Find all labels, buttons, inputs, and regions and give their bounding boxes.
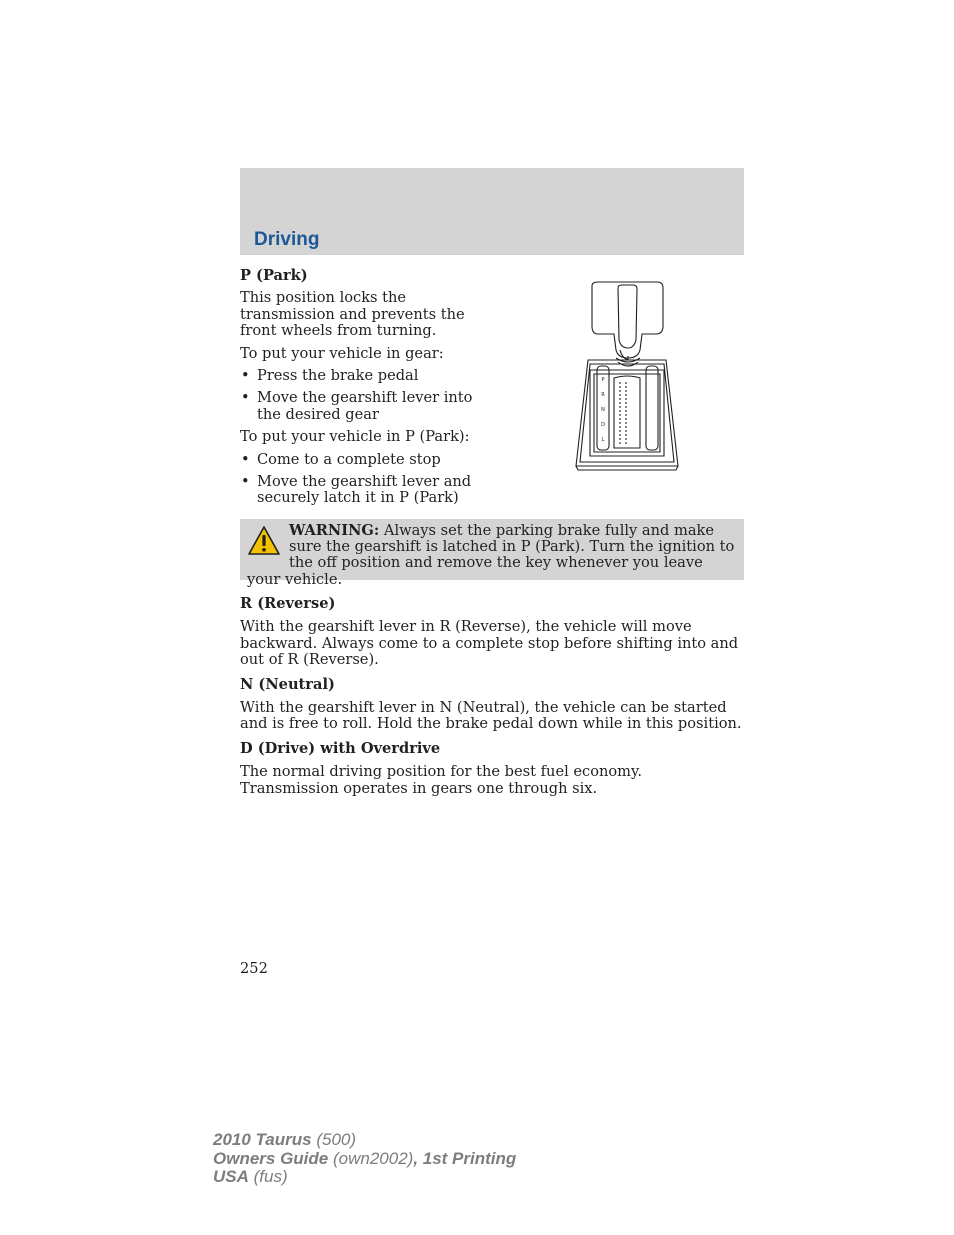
footer-guide: Owners Guide — [213, 1148, 329, 1168]
reverse-text: With the gearshift lever in R (Reverse), the vehicle will move backward. Always come to a complete stop before shifting into and out of R (Reverse). — [240, 618, 739, 669]
gear-step-1: • Press the brake pedal — [240, 368, 490, 384]
footer-region: USA — [213, 1167, 249, 1186]
gear-letter-l: L — [601, 437, 605, 443]
footer-printing: , 1st Printing — [413, 1148, 517, 1168]
gear-letter-n: N — [601, 407, 605, 413]
gear-letter-r: R — [601, 392, 605, 398]
warning-box — [240, 519, 744, 588]
gear-step-2: • Move the gearshift lever into the desired gear — [240, 390, 490, 423]
section-title: Driving — [254, 229, 320, 250]
park-section — [240, 268, 490, 507]
footer-model: 2010 Taurus — [213, 1130, 312, 1149]
neutral-heading: N (Neutral) — [240, 675, 335, 693]
gear-letter-d: D — [601, 422, 605, 428]
gear-letter-p: P — [601, 377, 605, 383]
gearshift-illustration — [570, 278, 685, 474]
warning-text: Always set the parking brake fully and make sure the gearshift is latched in P (Park). Turn the ignition to the off position and remove the key whenever you leave your vehicle. — [247, 522, 735, 588]
footer-region-code: (fus) — [253, 1167, 288, 1186]
park-heading: P (Park) — [240, 267, 308, 284]
footer-model-code: (500) — [316, 1130, 357, 1149]
warning-triangle-icon — [247, 525, 281, 557]
park-step-1: • Come to a complete stop — [240, 452, 490, 468]
drive-heading: D (Drive) with Overdrive — [240, 739, 441, 757]
section-header-band — [240, 168, 744, 255]
page-number: 252 — [240, 960, 268, 977]
park-intro: This position locks the transmission and prevents the front wheels from turning. — [240, 289, 465, 340]
reverse-heading: R (Reverse) — [240, 595, 336, 612]
footer-guide-code: (own2002) — [332, 1148, 414, 1168]
gear-positions — [240, 596, 744, 797]
park-steps-intro: To put your vehicle in P (Park): — [240, 428, 470, 446]
document-footer — [213, 1131, 516, 1187]
park-step-2: • Move the gearshift lever and securely latch it in P (Park) — [240, 474, 482, 507]
neutral-text: With the gearshift lever in N (Neutral), the vehicle can be started and is free to roll. Hold the brake pedal down while in this position. — [240, 699, 742, 733]
gear-intro: To put your vehicle in gear: — [240, 344, 444, 362]
drive-text: The normal driving position for the best fuel economy. Transmission operates in gears one through six. — [240, 763, 642, 797]
warning-label: WARNING: — [289, 522, 380, 539]
